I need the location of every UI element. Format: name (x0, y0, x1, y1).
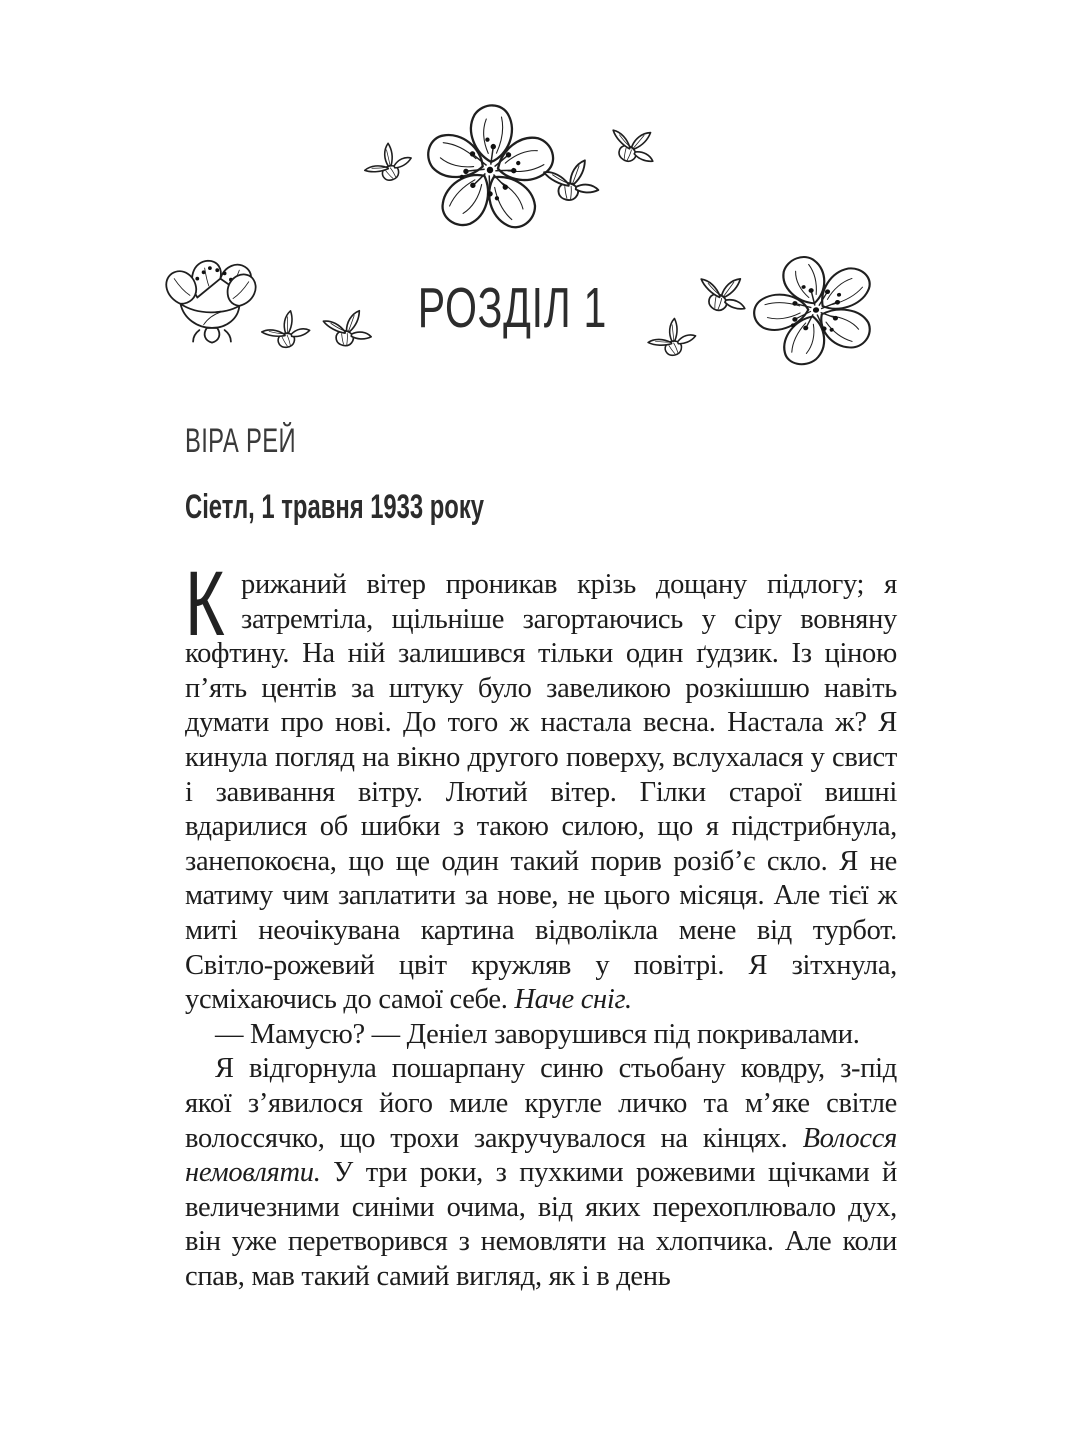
italic-run: Наче сніг. (514, 984, 632, 1016)
chapter-title-text: РОЗДІЛ 1 (417, 276, 607, 340)
text-run: рижаний вітер проникав крізь дощану підлогу; я затремтіла, щільніше загортаючись у сіру вовняну кофтину. На ній залишився тільки один ґудзик. Із ціною п’ять центів за штуку було завеликою розкішшю навіть думати про нові. До того ж настала весна. Настала ж? Я кинула погляд на вікно другого поверху, вслухалася у свист і завивання вітру. Лютий вітер. Гілки старої вишні вдарилися об шибки з такою силою, що я підстрибнула, занепокоєна, що ще один такий порив розіб’є скло. Я не матиму чим заплатити за нове, не цього місяця. Але тієї ж миті неочікувана картина відволікла мене від турбот. Світло-рожевий цвіт кружляв у повітрі. Я зітхнула, усміхаючись до самої себе. (185, 569, 897, 1016)
text-run: — Мамусю? — Деніел заворушився під покривалами. (215, 1018, 860, 1050)
body-text (185, 553, 897, 1294)
cherry-blossom-icon (412, 97, 564, 246)
dateline: Сіетл, 1 травня 1933 року (185, 488, 484, 526)
floral-decoration (0, 88, 1080, 388)
flower-bud-icon (359, 137, 417, 189)
flower-bud-icon (603, 117, 664, 173)
text-run: Я відгорнула пошарпану синю стьобану ковдру, з-під якої з’явилося його миле кругле личко та м’яке світле волоссячко, що трохи закручувалося на кінцях. (185, 1053, 897, 1154)
body-paragraph (185, 1018, 897, 1053)
body-paragraph (185, 1052, 897, 1294)
flower-bud-icon (541, 155, 602, 204)
page-content (185, 424, 897, 1294)
text-run: У три роки, з пухкими рожевими щічками й величезними синіми очима, від яких перехоплювало дух, він уже перетворився з немовляти на хлопчика. Але коли спав, мав такий самий вигляд, як і в день (185, 1157, 897, 1292)
character-name: ВІРА РЕЙ (185, 422, 296, 460)
chapter-title (0, 276, 1080, 340)
drop-cap: К (185, 553, 225, 655)
italic-run: Волосся немовляти. (185, 1122, 897, 1189)
body-paragraph (185, 553, 897, 1018)
